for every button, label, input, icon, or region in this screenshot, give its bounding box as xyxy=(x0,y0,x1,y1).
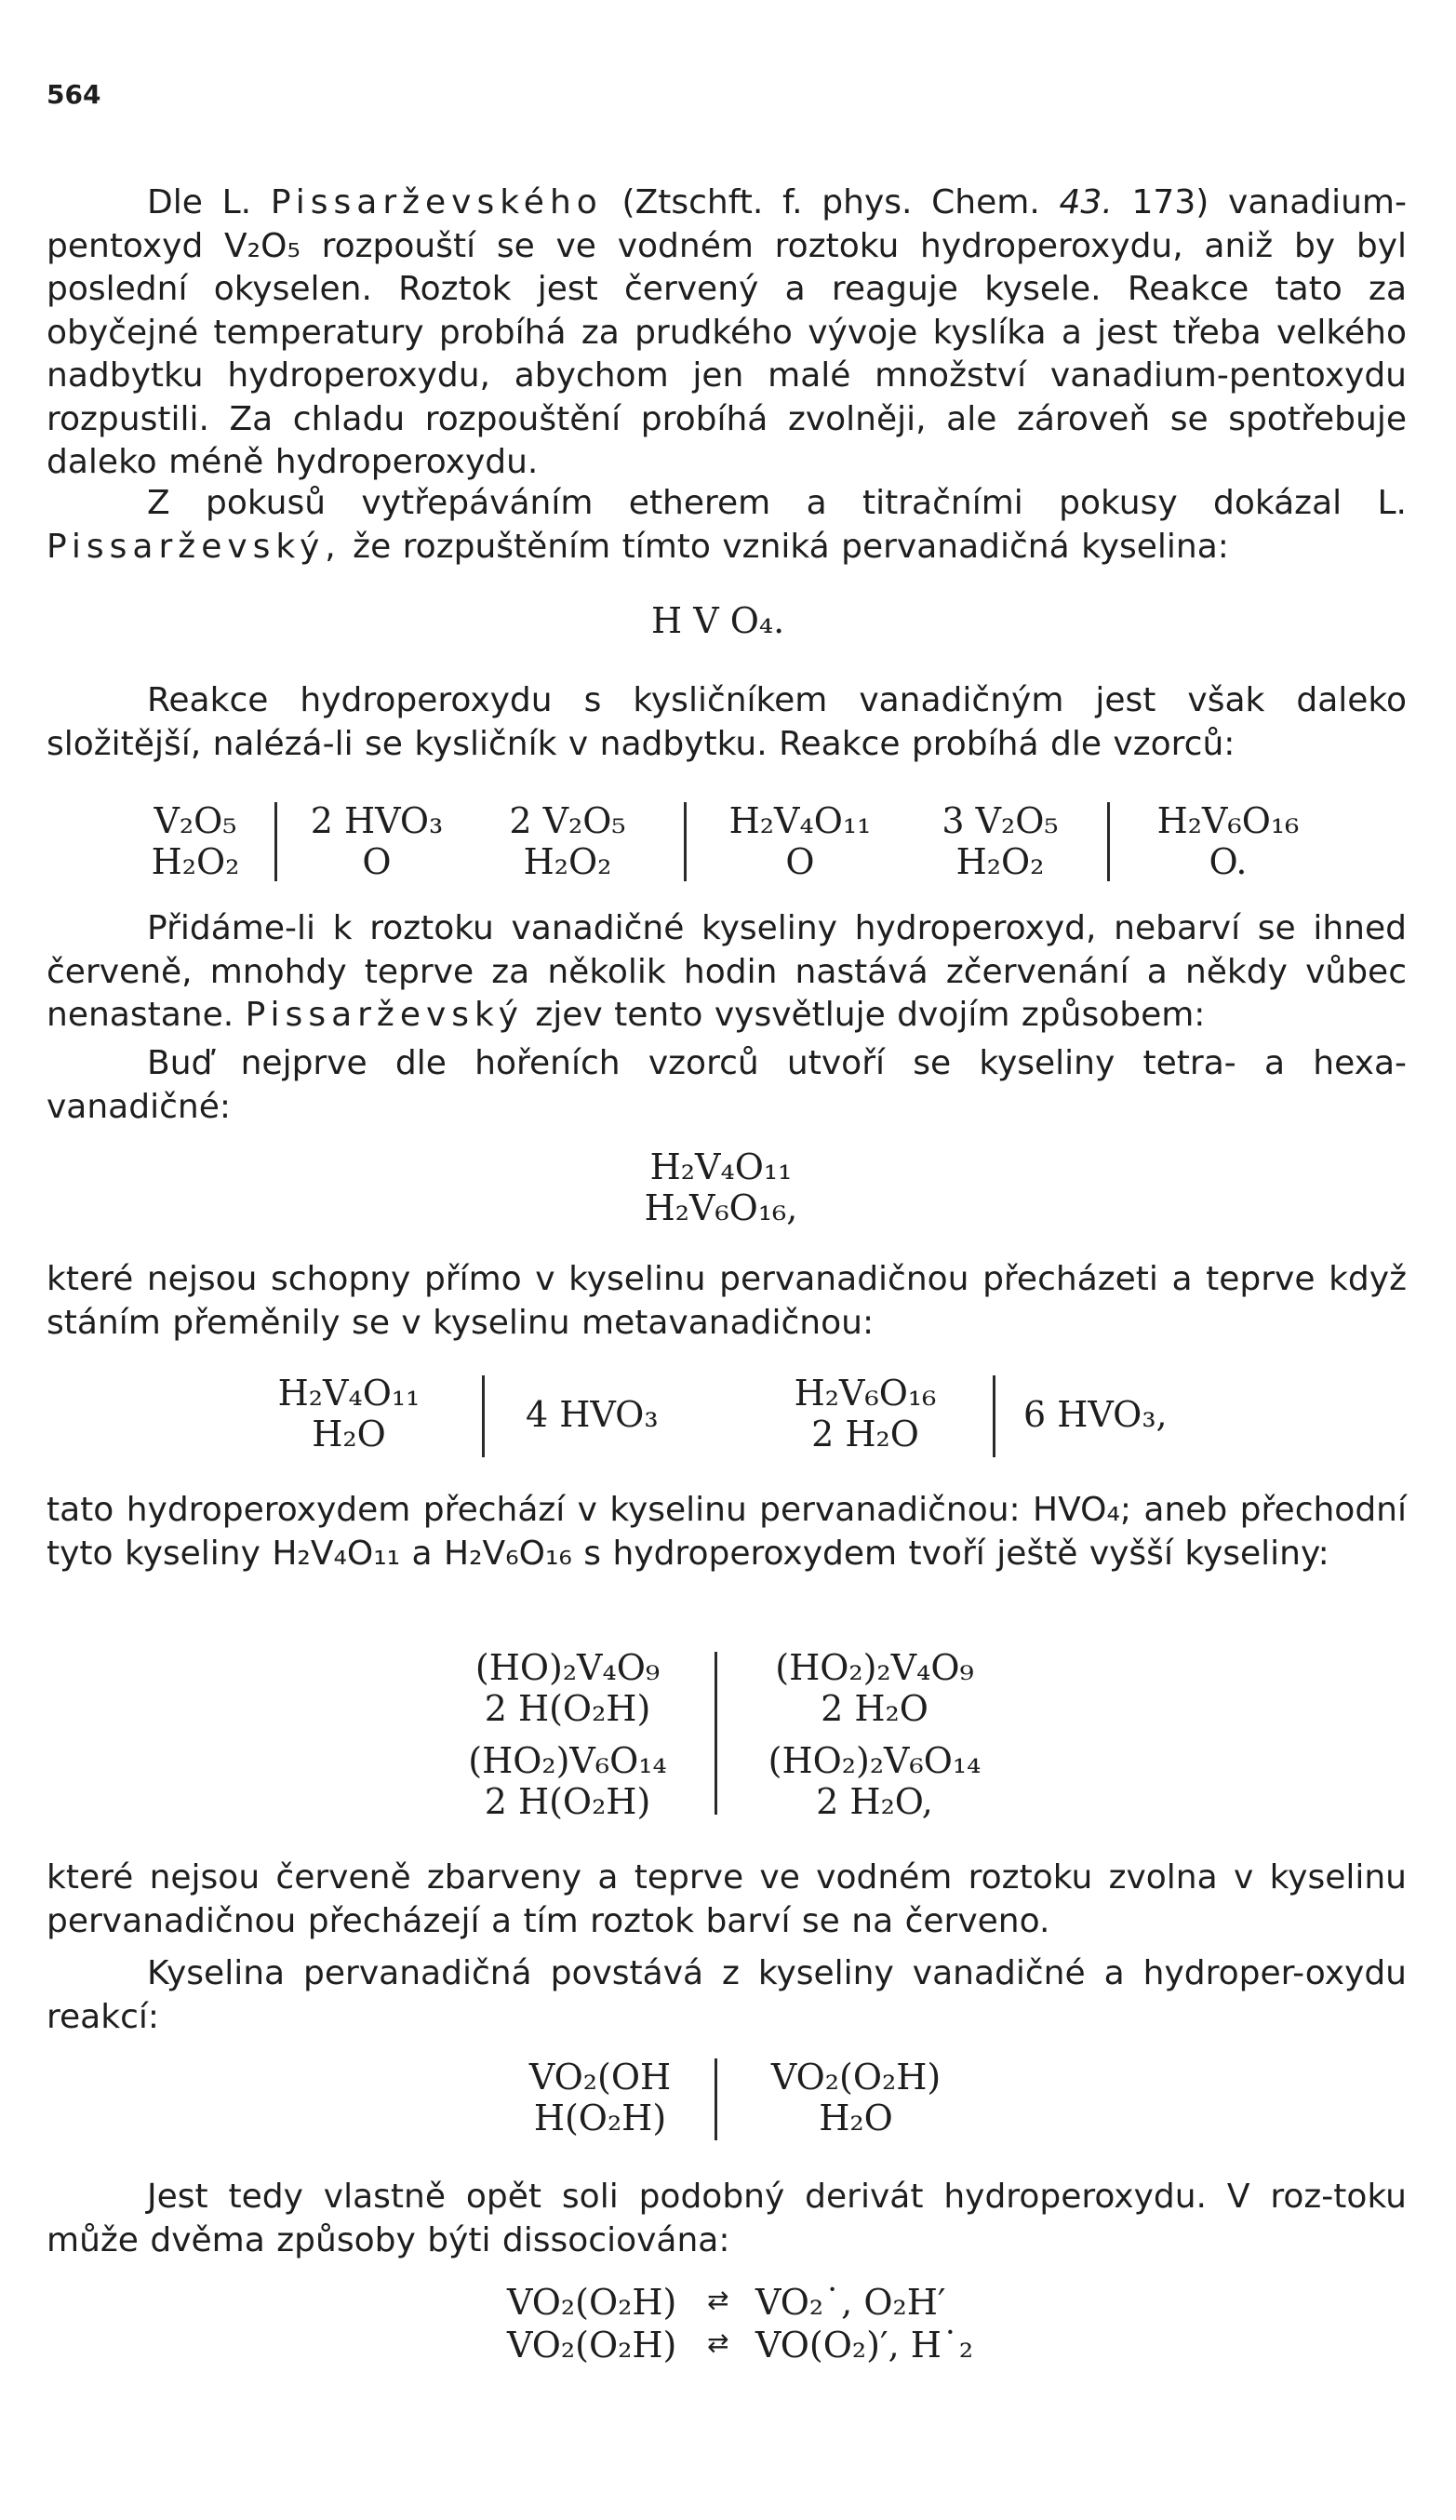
paragraph-8: které nejsou červeně zbarveny a teprve ve vodném roztoku zvolna v kyselinu pervanadičnou přecházejí a tím roztok barví se na červeno. xyxy=(47,1858,1407,1940)
f2-col-a: V₂O₅ H₂O₂ xyxy=(151,800,240,882)
paragraph-5: Buď nejprve dle hořeních vzorců utvoří se kyseliny tetra- a hexa-vanadičné: xyxy=(47,1044,1407,1126)
f2-col-e: 3 V₂O₅ H₂O₂ xyxy=(942,800,1059,882)
divider xyxy=(274,802,277,881)
f7-line2-right: VO(O₂)′, H˙₂ xyxy=(755,2325,974,2366)
formula-hvo4: H V O₄. xyxy=(651,600,785,641)
paragraph-10: Jest tedy vlastně opět soli podobný derivát hydroperoxydu. V roz-toku může dvěma způsoby býti dissociována: xyxy=(47,2178,1407,2259)
author-name: Pissarževský, xyxy=(47,527,341,566)
f5-col-b-top: (HO₂)₂V₄O₉ 2 H₂O xyxy=(775,1647,974,1729)
f2-col-b: 2 HVO₃ O xyxy=(310,800,444,882)
f5-col-a-bot: (HO₂)V₆O₁₄ 2 H(O₂H) xyxy=(468,1740,667,1822)
paragraph-1: Dle L. Pissarževského (Ztschft. f. phys. Chem. 43. 173) vanadium- pentoxyd V₂O₅ rozpouští se ve vodném roztoku hydroperoxydu, aniž by byl poslední okyselen. Roztok jest červený a reaguje kysele. Reakce tato za obyčejné temperatury probíhá za prudkého vývoje kyslíka a jest třeba velkého nadbytku hydroperoxydu, abychom jen malé množství vanadium-pentoxydu rozpustili. Za chladu rozpouštění probíhá zvolněji, ale zároveň se spotřebuje daleko méně hydroperoxydu. xyxy=(47,183,1407,481)
paragraph-3: Reakce hydroperoxydu s kysličníkem vanadičným jest však daleko složitější, nalézá-li se kysličník v nadbytku. Reakce probíhá dle vzorců: xyxy=(47,681,1407,763)
f4-col-d: 6 HVO₃, xyxy=(1023,1394,1168,1435)
author-name: Pissarževského xyxy=(270,183,603,221)
divider xyxy=(715,2058,717,2140)
f3-block: H₂V₄O₁₁ H₂V₆O₁₆, xyxy=(644,1146,798,1228)
f4-col-b: 4 HVO₃ xyxy=(526,1394,659,1435)
p1-body: pentoxyd V₂O₅ rozpouští se ve vodném roztoku hydroperoxydu, aniž by byl poslední okyselen. Roztok jest červený a reaguje kysele. Reakce tato za obyčejné temperatury probíhá za prudkého vývoje kyslíka a jest třeba velkého nadbytku hydroperoxydu, abychom jen malé množství vanadium-pentoxydu rozpustili. Za chladu rozpouštění probíhá zvolněji, ale zároveň se spotřebuje daleko méně hydroperoxydu. xyxy=(47,226,1407,481)
f7-line1-right: VO₂˙, O₂H′ xyxy=(755,2282,946,2323)
f7-line2-left: VO₂(O₂H) xyxy=(507,2325,677,2366)
divider xyxy=(1107,802,1110,881)
divider xyxy=(715,1652,717,1815)
p1-intro: Dle L. xyxy=(147,183,252,221)
f2-col-f: H₂V₆O₁₆ O. xyxy=(1156,800,1300,882)
paragraph-9: Kyselina pervanadičná povstává z kyseliny vanadičné a hydroper-oxydu reakcí: xyxy=(47,1954,1407,2036)
f6-col-a: VO₂(OH H(O₂H) xyxy=(528,2057,672,2138)
f4-col-c: H₂V₆O₁₆ 2 H₂O xyxy=(794,1373,937,1454)
f6-col-b: VO₂(O₂H) H₂O xyxy=(770,2057,942,2138)
f5-col-b-bot: (HO₂)₂V₆O₁₄ 2 H₂O, xyxy=(768,1740,982,1822)
equilibrium-arrow-icon: ⇄ xyxy=(707,2285,729,2315)
divider xyxy=(684,802,687,881)
f5-col-a-top: (HO)₂V₄O₉ 2 H(O₂H) xyxy=(474,1647,661,1729)
page-number: 564 xyxy=(47,79,101,110)
paragraph-4: Přidáme-li k roztoku vanadičné kyseliny hydroperoxyd, nebarví se ihned červeně, mnohdy teprve za několik hodin nastává zčervenání a někdy vůbec nenastane. Pissarževský zjev tento vysvětluje dvojím způsobem: xyxy=(47,909,1407,1034)
f4-col-a: H₂V₄O₁₁ H₂O xyxy=(277,1373,421,1454)
author-name: Pissarževský xyxy=(245,996,524,1034)
f2-col-d: H₂V₄O₁₁ O xyxy=(728,800,872,882)
paragraph-7: tato hydroperoxydem přechází v kyselinu pervanadičnou: HVO₄; aneb přechodní tyto kyseliny H₂V₄O₁₁ a H₂V₆O₁₆ s hydroperoxydem tvoří ještě vyšší kyseliny: xyxy=(47,1491,1407,1573)
paragraph-6: které nejsou schopny přímo v kyselinu pervanadičnou přecházeti a teprve když stáním přeměnily se v kyselinu metavanadičnou: xyxy=(47,1260,1407,1342)
paragraph-2: Z pokusů vytřepáváním etherem a titračními pokusy dokázal L. Pissarževský, že rozpuštěním tímto vzniká pervanadičná kyselina: xyxy=(47,484,1407,566)
divider xyxy=(993,1375,995,1457)
f2-col-c: 2 V₂O₅ H₂O₂ xyxy=(509,800,626,882)
f7-line1-left: VO₂(O₂H) xyxy=(507,2282,677,2323)
equilibrium-arrow-icon: ⇄ xyxy=(707,2327,729,2358)
divider xyxy=(482,1375,485,1457)
